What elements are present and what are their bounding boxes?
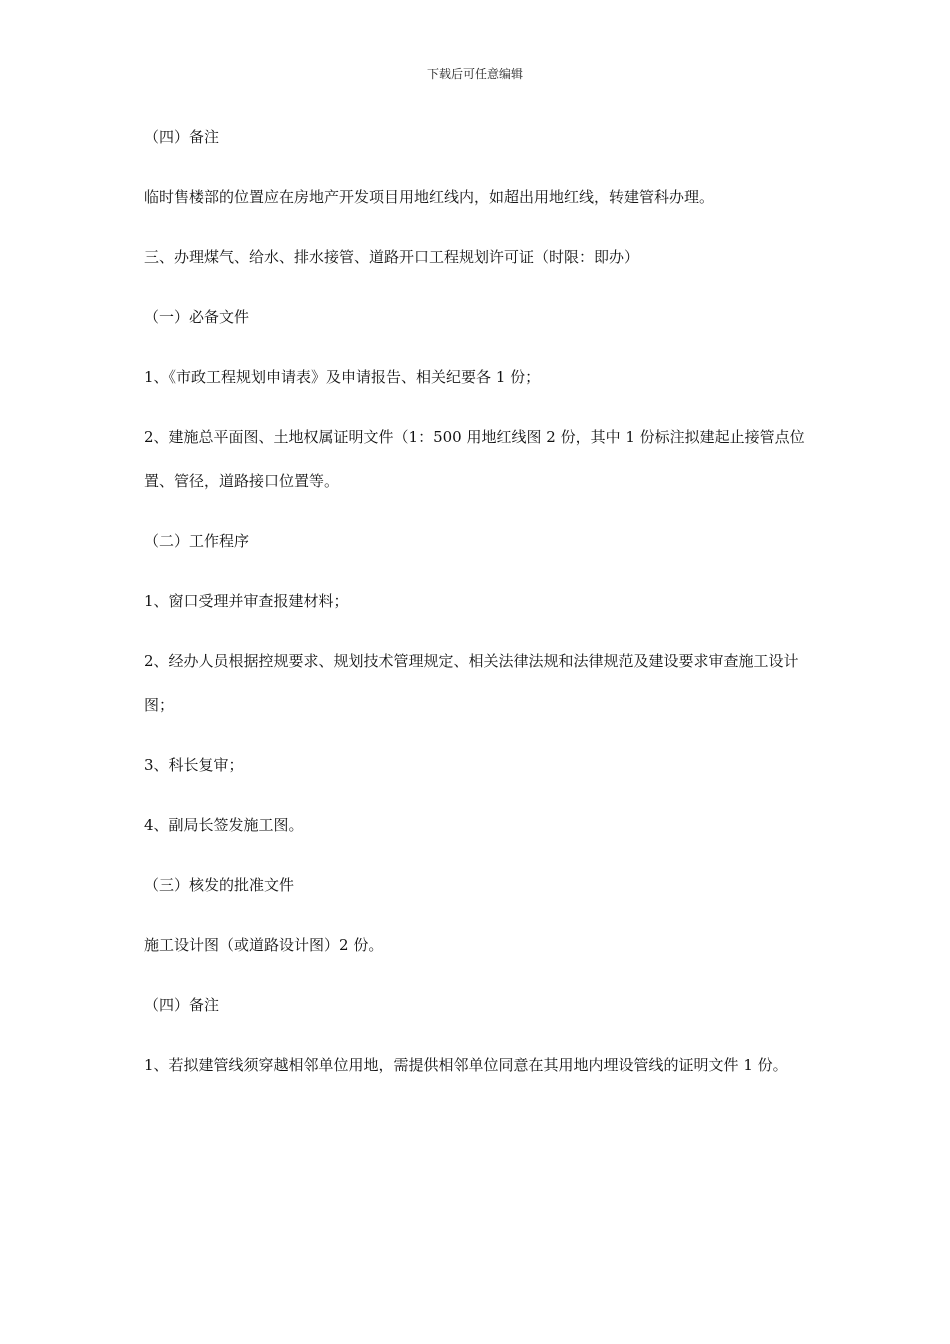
section-heading-remarks: （四）备注	[144, 128, 220, 146]
list-item: 4、副局长签发施工图。	[144, 816, 304, 834]
page-header: 下载后可任意编辑	[426, 67, 523, 81]
section-title: 三、办理煤气、给水、排水接管、道路开口工程规划许可证（时限：即办）	[144, 248, 640, 266]
list-item: 2、建施总平面图、土地权属证明文件（1：500 用地红线图 2 份，其中 1 份标注拟建起止接管点位置、管径，道路接口位置等。	[144, 428, 805, 490]
list-item: 1、若拟建管线须穿越相邻单位用地，需提供相邻单位同意在其用地内埋设管线的证明文件 1 份。	[144, 1056, 788, 1074]
section-heading-remarks: （四）备注	[144, 996, 220, 1014]
section-heading-approval-docs: （三）核发的批准文件	[144, 876, 295, 894]
paragraph: 施工设计图（或道路设计图）2 份。	[144, 936, 384, 954]
section-heading-procedure: （二）工作程序	[144, 532, 250, 550]
list-item: 2、经办人员根据控规要求、规划技术管理规定、相关法律法规和法律规范及建设要求审查施工设计图；	[144, 652, 799, 714]
document-body	[144, 125, 810, 1077]
paragraph: 临时售楼部的位置应在房地产开发项目用地红线内，如超出用地红线，转建管科办理。	[144, 188, 715, 206]
section-heading-required-docs: （一）必备文件	[144, 308, 250, 326]
list-item: 1、窗口受理并审查报建材料；	[144, 592, 349, 610]
list-item: 3、科长复审；	[144, 756, 244, 774]
list-item: 1、《市政工程规划申请表》及申请报告、相关纪要各 1 份；	[144, 368, 541, 386]
